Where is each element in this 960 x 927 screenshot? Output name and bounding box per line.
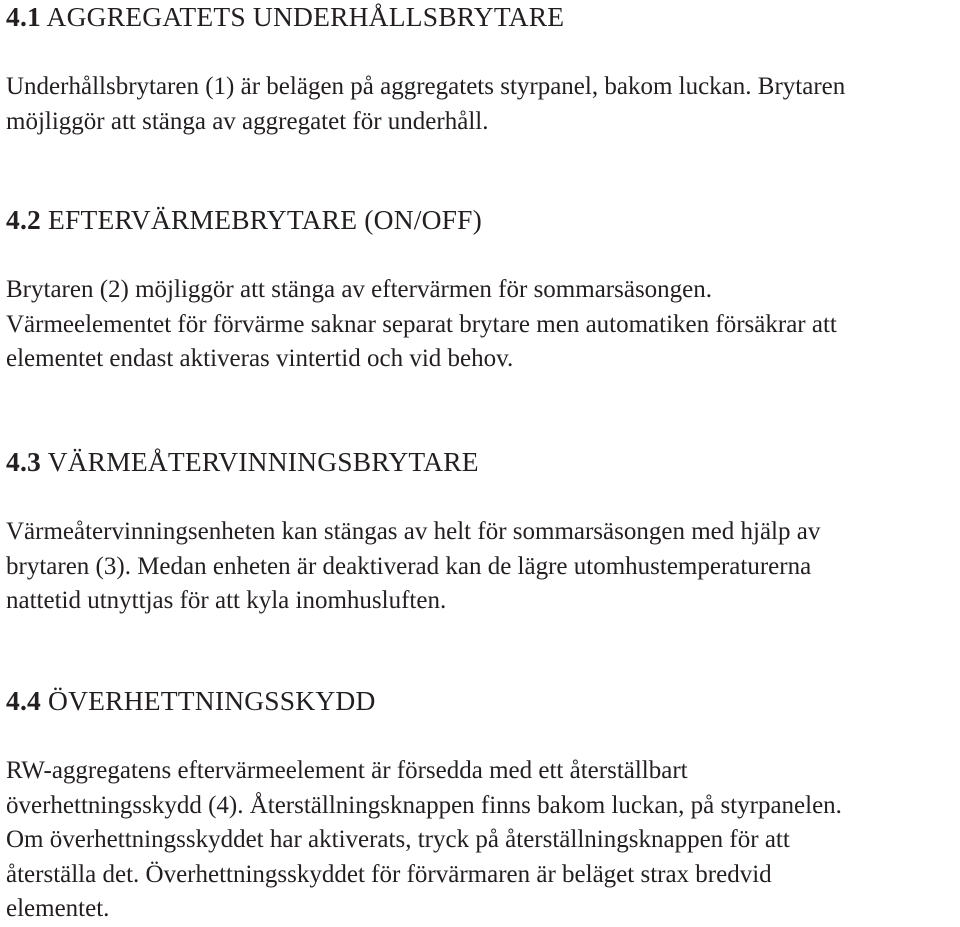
- paragraph-line: överhettningsskydd (4). Återställningsknappen finns bakom luckan, på styrpanelen.: [6, 791, 842, 819]
- paragraph-line: Underhållsbrytaren (1) är belägen på aggregatets styrpanel, bakom luckan. Brytaren: [6, 73, 846, 100]
- section-paragraph: [6, 70, 956, 139]
- section-paragraph: [6, 515, 956, 619]
- paragraph-line: nattetid utnyttjas för att kyla inomhusluften.: [6, 587, 447, 614]
- section-number: 4.3: [6, 446, 41, 477]
- section-4-3: [6, 445, 956, 619]
- section-heading: [6, 684, 956, 718]
- paragraph-line: Värmeåtervinningsenheten kan stängas av helt för sommarsäsongen med hjälp av: [6, 518, 821, 545]
- paragraph-line: möjliggör att stänga av aggregatet för underhåll.: [6, 107, 489, 135]
- paragraph-line: Värmeelementet för förvärme saknar separat brytare men automatiken försäkrar att: [6, 310, 837, 338]
- section-4-2: [6, 203, 956, 377]
- section-number: 4.1: [6, 1, 41, 32]
- paragraph-line: RW-aggregatens eftervärmeelement är försedda med ett återställbart: [6, 757, 688, 784]
- section-title: VÄRMEÅTERVINNINGSBRYTARE: [40, 446, 479, 477]
- paragraph-line: brytaren (3). Medan enheten är deaktiverad kan de lägre utomhustemperaturerna: [6, 552, 812, 580]
- section-heading: [6, 445, 956, 479]
- section-title: AGGREGATETS UNDERHÅLLSBRYTARE: [40, 1, 565, 32]
- section-title: EFTERVÄRMEBRYTARE (ON/OFF): [40, 204, 483, 235]
- section-paragraph: [6, 754, 956, 927]
- section-heading: [6, 203, 956, 237]
- section-number: 4.2: [6, 204, 41, 235]
- paragraph-line: Om överhettningsskyddet har aktiverats, tryck på återställningsknappen för att: [6, 826, 790, 853]
- paragraph-line: elementet.: [6, 895, 110, 922]
- section-4-4: [6, 684, 956, 927]
- paragraph-line: Brytaren (2) möjliggör att stänga av eftervärmen för sommarsäsongen.: [6, 276, 713, 303]
- paragraph-line: återställa det. Överhettningsskyddet för förvärmaren är beläget strax bredvid: [6, 860, 772, 888]
- section-paragraph: [6, 273, 956, 377]
- section-title: ÖVERHETTNINGSSKYDD: [40, 685, 376, 716]
- section-number: 4.4: [6, 685, 41, 716]
- section-4-1: [6, 0, 956, 139]
- paragraph-line: elementet endast aktiveras vintertid och vid behov.: [6, 345, 514, 372]
- section-heading: [6, 0, 956, 34]
